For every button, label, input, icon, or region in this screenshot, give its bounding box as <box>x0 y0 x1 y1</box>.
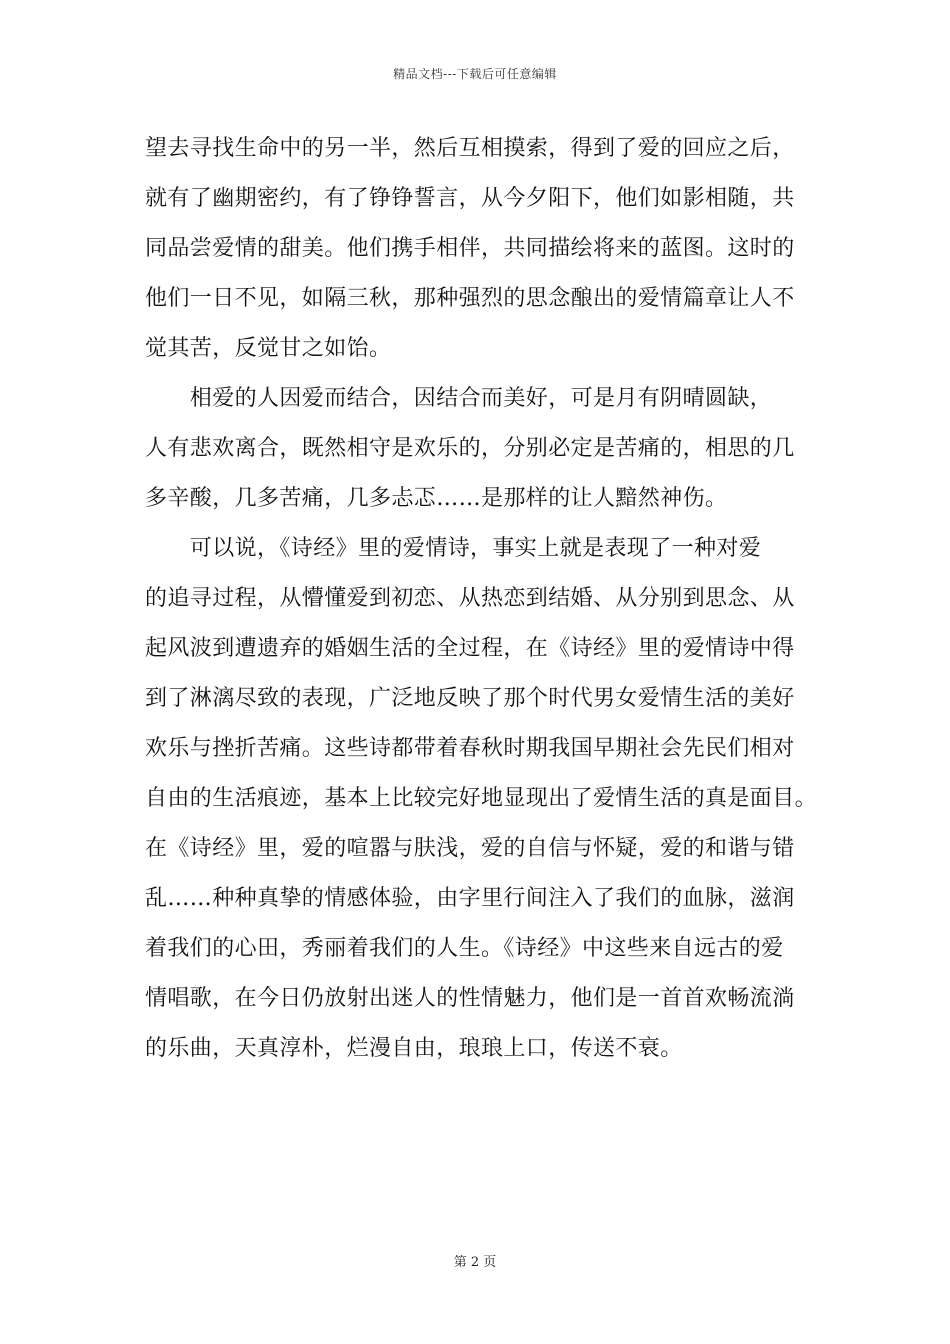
text-line: 同品尝爱情的甜美。他们携手相伴，共同描绘将来的蓝图。这时的 <box>145 236 795 261</box>
text-line: 望去寻找生命中的另一半，然后互相摸索，得到了爱的回应之后， <box>145 136 795 161</box>
text-line: 多辛酸，几多苦痛，几多忐忑……是那样的让人黯然神伤。 <box>145 486 728 511</box>
text-line: 就有了幽期密约，有了铮铮誓言，从今夕阳下，他们如影相随，共 <box>145 186 795 211</box>
text-line: 自由的生活痕迹，基本上比较完好地显现出了爱情生活的真是面目。 <box>145 786 818 811</box>
text-line: 的乐曲，天真淳朴，烂漫自由，琅琅上口，传送不衰。 <box>145 1036 683 1061</box>
text-line: 人有悲欢离合，既然相守是欢乐的，分别必定是苦痛的，相思的几 <box>145 436 795 461</box>
text-line: 相爱的人因爱而结合，因结合而美好，可是月有阴晴圆缺， <box>145 386 773 411</box>
page-number: 第 2 页 <box>453 1255 497 1270</box>
text-line: 他们一日不见，如隔三秋，那种强烈的思念酿出的爱情篇章让人不 <box>145 286 795 311</box>
text-line: 可以说，《诗经》里的爱情诗，事实上就是表现了一种对爱 <box>145 536 762 561</box>
page-header: 精品文档---下载后可任意编辑 <box>393 67 557 81</box>
text-line: 起风波到遭遗弃的婚姻生活的全过程，在《诗经》里的爱情诗中得 <box>145 636 795 661</box>
document-body <box>145 124 821 1074</box>
text-line: 到了淋漓尽致的表现，广泛地反映了那个时代男女爱情生活的美好 <box>145 686 795 711</box>
text-line: 的追寻过程，从懵懂爱到初恋、从热恋到结婚、从分别到思念、从 <box>145 586 795 611</box>
text-line: 在《诗经》里，爱的喧嚣与肤浅，爱的自信与怀疑，爱的和谐与错 <box>145 836 795 861</box>
text-line: 着我们的心田，秀丽着我们的人生。《诗经》中这些来自远古的爱 <box>145 936 784 961</box>
text-line: 乱……种种真挚的情感体验，由字里行间注入了我们的血脉，滋润 <box>145 886 795 911</box>
text-line: 情唱歌，在今日仍放射出迷人的性情魅力，他们是一首首欢畅流淌 <box>145 986 795 1011</box>
text-line: 觉其苦，反觉甘之如饴。 <box>145 336 392 361</box>
text-line: 欢乐与挫折苦痛。这些诗都带着春秋时期我国早期社会先民们相对 <box>145 736 795 761</box>
